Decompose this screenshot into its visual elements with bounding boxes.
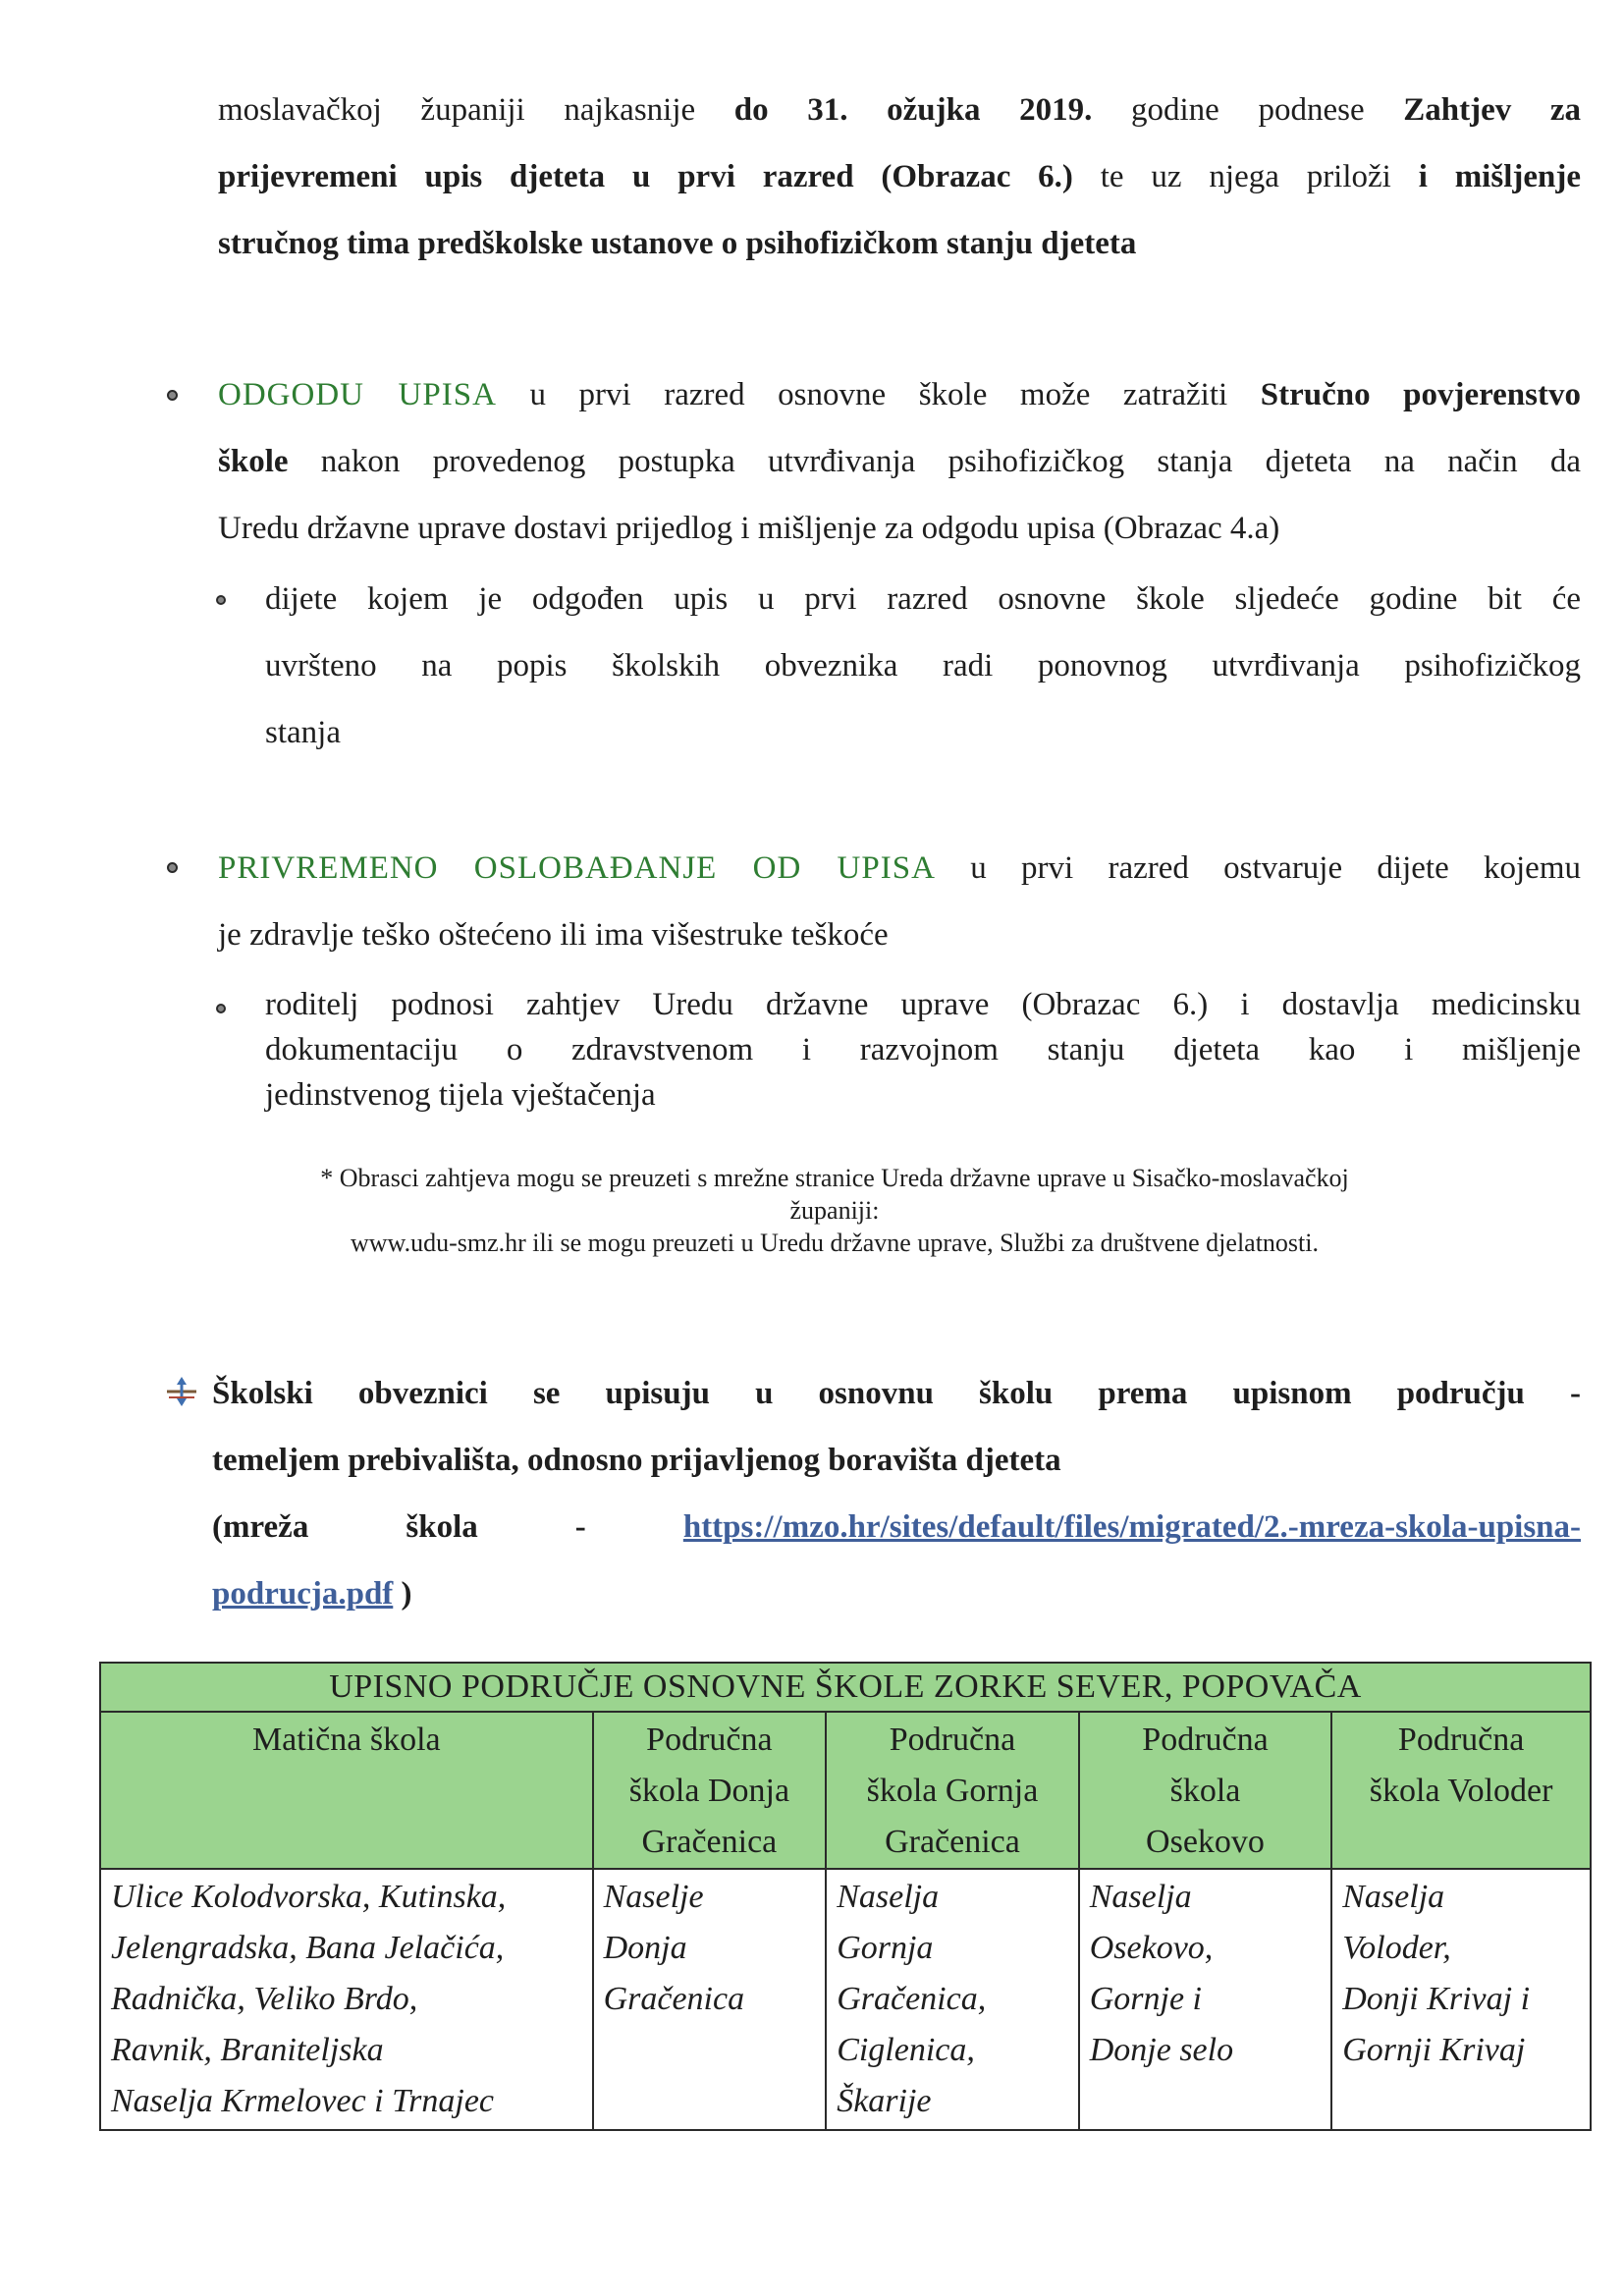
oslobadanje-sub-line-1: roditelj podnosi zahtjev Uredu državne uprave (Obrazac 6.) i dostavlja medicinsku	[265, 987, 1581, 1022]
cell-gornja-gracenica: Naselja Gornja Gračenica, Ciglenica, Škarije	[826, 1869, 1079, 2130]
sub-bullet-oslobadanje	[216, 1004, 226, 1013]
table-title: UPISNO PODRUČJE OSNOVNE ŠKOLE ZORKE SEVER, POPOVAČA	[100, 1663, 1591, 1712]
mreza-skola-link-continued[interactable]: podrucja.pdf	[212, 1576, 394, 1612]
note-line-1: * Obrasci zahtjeva mogu se preuzeti s mrežne stranice Ureda državne uprave u Sisačko-moslavačkoj	[320, 1164, 1349, 1192]
cell-voloder: Naselja Voloder, Donji Krivaj i Gornji Krivaj	[1331, 1869, 1591, 2130]
obveznici-line-1: Školski obveznici se upisuju u osnovnu školu prema upisnom području -	[212, 1376, 1581, 1411]
odgoda-sub-line-2: uvršteno na popis školskih obveznika radi ponovnog utvrđivanja psihofizičkog	[265, 648, 1581, 683]
oslobadanje-sub-paragraph	[265, 982, 1581, 1118]
odgoda-line-1: ODGODU UPISA u prvi razred osnovne škole može zatražiti Stručno povjerenstvo	[218, 377, 1581, 412]
oslobadanje-line-1: PRIVREMENO OSLOBAĐANJE OD UPISA u prvi razred ostvaruje dijete kojemu	[218, 850, 1581, 886]
arrow-cross-icon	[165, 1375, 198, 1408]
odgoda-sub-line-3: stanja	[265, 715, 341, 750]
cell-donja-gracenica: Naselje Donja Gračenica	[593, 1869, 827, 2130]
intro-paragraph	[218, 77, 1581, 277]
note-line-2: županiji:	[789, 1196, 880, 1225]
cell-maticna: Ulice Kolodvorska, Kutinska, Jelengradska, Bana Jelačića, Radnička, Veliko Brdo, Ravnik, Braniteljska Naselja Krmelovec i Trnajec	[100, 1869, 593, 2130]
obveznici-paragraph	[212, 1360, 1581, 1627]
cell-osekovo: Naselja Osekovo, Gornje i Donje selo	[1079, 1869, 1332, 2130]
oslobadanje-paragraph	[218, 835, 1581, 968]
col-head-gornja-gracenica: Područna škola Gornja Gračenica	[826, 1712, 1079, 1869]
intro-line-3: stručnog tima predškolske ustanove o psihofizičkom stanju djeteta	[218, 226, 1137, 261]
note-line-3: www.udu-smz.hr ili se mogu preuzeti u Uredu državne uprave, Službi za društvene djelatnosti.	[350, 1229, 1320, 1257]
forms-note	[157, 1162, 1512, 1259]
odgoda-paragraph	[218, 361, 1581, 562]
col-head-donja-gracenica: Područna škola Donja Gračenica	[593, 1712, 827, 1869]
mreza-skola-link[interactable]: https://mzo.hr/sites/default/files/migrated/2.-mreza-skola-upisna-	[682, 1509, 1581, 1545]
bullet-odgoda	[167, 390, 178, 401]
oslobadanje-line-2: je zdravlje teško oštećeno ili ima višestruke teškoće	[218, 917, 889, 953]
upisno-podrucje-table	[99, 1662, 1592, 2131]
bullet-oslobadanje	[167, 862, 178, 873]
odgoda-sub-paragraph	[265, 566, 1581, 766]
intro-line-2: prijevremeni upis djeteta u prvi razred (Obrazac 6.) te uz njega priloži i mišljenje	[218, 159, 1581, 194]
odgoda-line-3: Uredu državne uprave dostavi prijedlog i mišljenje za odgodu upisa (Obrazac 4.a)	[218, 511, 1280, 546]
odgoda-line-2: škole nakon provedenog postupka utvrđivanja psihofizičkog stanja djeteta na način da	[218, 444, 1581, 479]
obveznici-line-2: temeljem prebivališta, odnosno prijavljenog boravišta djeteta	[212, 1443, 1061, 1478]
col-head-osekovo: Područna škola Osekovo	[1079, 1712, 1332, 1869]
col-head-voloder: Područna škola Voloder	[1331, 1712, 1591, 1869]
table-row	[100, 1869, 1591, 2130]
odgoda-sub-line-1: dijete kojem je odgođen upis u prvi razred osnovne škole sljedeće godine bit će	[265, 581, 1581, 617]
oslobadanje-sub-line-3: jedinstvenog tijela vještačenja	[265, 1077, 656, 1113]
sub-bullet-odgoda	[216, 595, 226, 605]
intro-line-1: moslavačkoj županiji najkasnije do 31. ožujka 2019. godine podnese Zahtjev za	[218, 92, 1582, 128]
oslobadanje-heading: PRIVREMENO OSLOBAĐANJE OD UPISA	[218, 850, 936, 886]
oslobadanje-sub-line-2: dokumentaciju o zdravstvenom i razvojnom stanju djeteta kao i mišljenje	[265, 1032, 1581, 1067]
obveznici-line-4: podrucja.pdf )	[212, 1576, 412, 1612]
col-head-maticna: Matična škola	[100, 1712, 593, 1869]
obveznici-line-3: (mreža škola - https://mzo.hr/sites/default/files/migrated/2.-mreza-skola-upisna-	[212, 1509, 1581, 1545]
odgoda-heading: ODGODU UPISA	[218, 377, 497, 412]
